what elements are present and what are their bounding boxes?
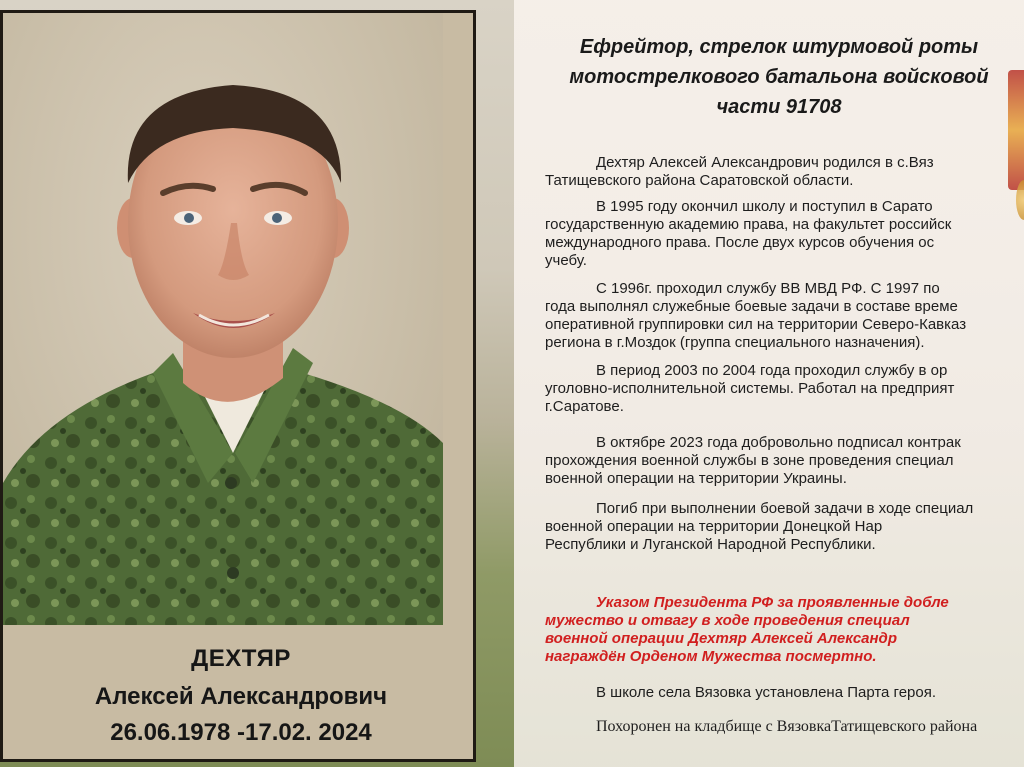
award-line: награждён Орденом Мужества посмертно. <box>545 648 877 665</box>
bio-line: военной операции на территории Украины. <box>545 470 847 487</box>
bio-paragraph-volunteer <box>545 434 1024 488</box>
memorial-desk-note <box>545 684 1024 702</box>
memorial-panel <box>0 10 476 762</box>
hero-full-name: Алексей Александрович <box>94 683 388 710</box>
burial-note <box>545 718 1024 736</box>
bio-line: года выполнял служебные боевые задачи в составе време <box>545 298 958 315</box>
bio-line: В 1995 году окончил школу и поступил в Сарато <box>596 198 933 215</box>
bio-line: В школе села Вязовка установлена Парта героя. <box>596 684 937 701</box>
bio-line: Дехтяр Алексей Александрович родился в с.Вяз <box>596 154 934 171</box>
bio-line: В октябре 2023 года добровольно подписал контрак <box>596 434 961 451</box>
rank-title-line: мотострелкового батальона войсковой <box>569 66 989 88</box>
medal-ribbon-decoration <box>1008 70 1024 190</box>
award-line: Указом Президента РФ за проявленные добле <box>596 594 949 611</box>
bio-line: международного права. После двух курсов обучения ос <box>545 234 935 251</box>
bio-line: оперативной группировки сил на территории Северо-Кавказ <box>545 316 967 333</box>
rank-title-line: части 91708 <box>716 96 842 118</box>
rank-title-line: Ефрейтор, стрелок штурмовой роты <box>579 36 979 58</box>
award-line: мужество и отвагу в ходе проведения специал <box>545 612 910 629</box>
bio-line: государственную академию права, на факультет российск <box>545 216 952 233</box>
award-paragraph <box>545 594 1024 666</box>
bio-line: Похоронен на кладбище с ВязовкаТатищевского района <box>596 718 978 735</box>
bio-line: уголовно-исполнительной системы. Работал на предприят <box>545 380 955 397</box>
bio-paragraph-birth <box>545 154 1024 190</box>
bio-line: учебу. <box>545 252 587 269</box>
bio-paragraph-death <box>545 500 1024 554</box>
biography-panel <box>514 0 1024 767</box>
bio-paragraph-penitentiary <box>545 362 1024 416</box>
award-line: военной операции Дехтяр Алексей Александр <box>545 630 897 647</box>
bio-line: Татищевского района Саратовской области. <box>545 172 854 189</box>
bio-line: прохождения военной службы в зоне проведения специал <box>545 452 954 469</box>
bio-line: В период 2003 по 2004 года проходил службу в ор <box>596 362 948 379</box>
bio-line: Республики и Луганской Народной Республики. <box>545 536 876 553</box>
rank-title <box>534 32 1024 122</box>
bio-line: региона в г.Моздок (группа специального назначения). <box>545 334 925 351</box>
hero-surname: ДЕХТЯР <box>191 645 291 672</box>
soldier-portrait-illustration <box>3 13 443 625</box>
bio-paragraph-service <box>545 280 1024 352</box>
bio-line: г.Саратове. <box>545 398 624 415</box>
bio-line: Погиб при выполнении боевой задачи в ходе специал <box>596 500 974 517</box>
bio-paragraph-education <box>545 198 1024 270</box>
hero-life-dates: 26.06.1978 -17.02. 2024 <box>110 719 372 746</box>
portrait-photo <box>3 13 443 625</box>
bio-line: военной операции на территории Донецкой Нар <box>545 518 883 535</box>
bio-line: С 1996г. проходил службу ВВ МВД РФ. С 1997 по <box>596 280 940 297</box>
